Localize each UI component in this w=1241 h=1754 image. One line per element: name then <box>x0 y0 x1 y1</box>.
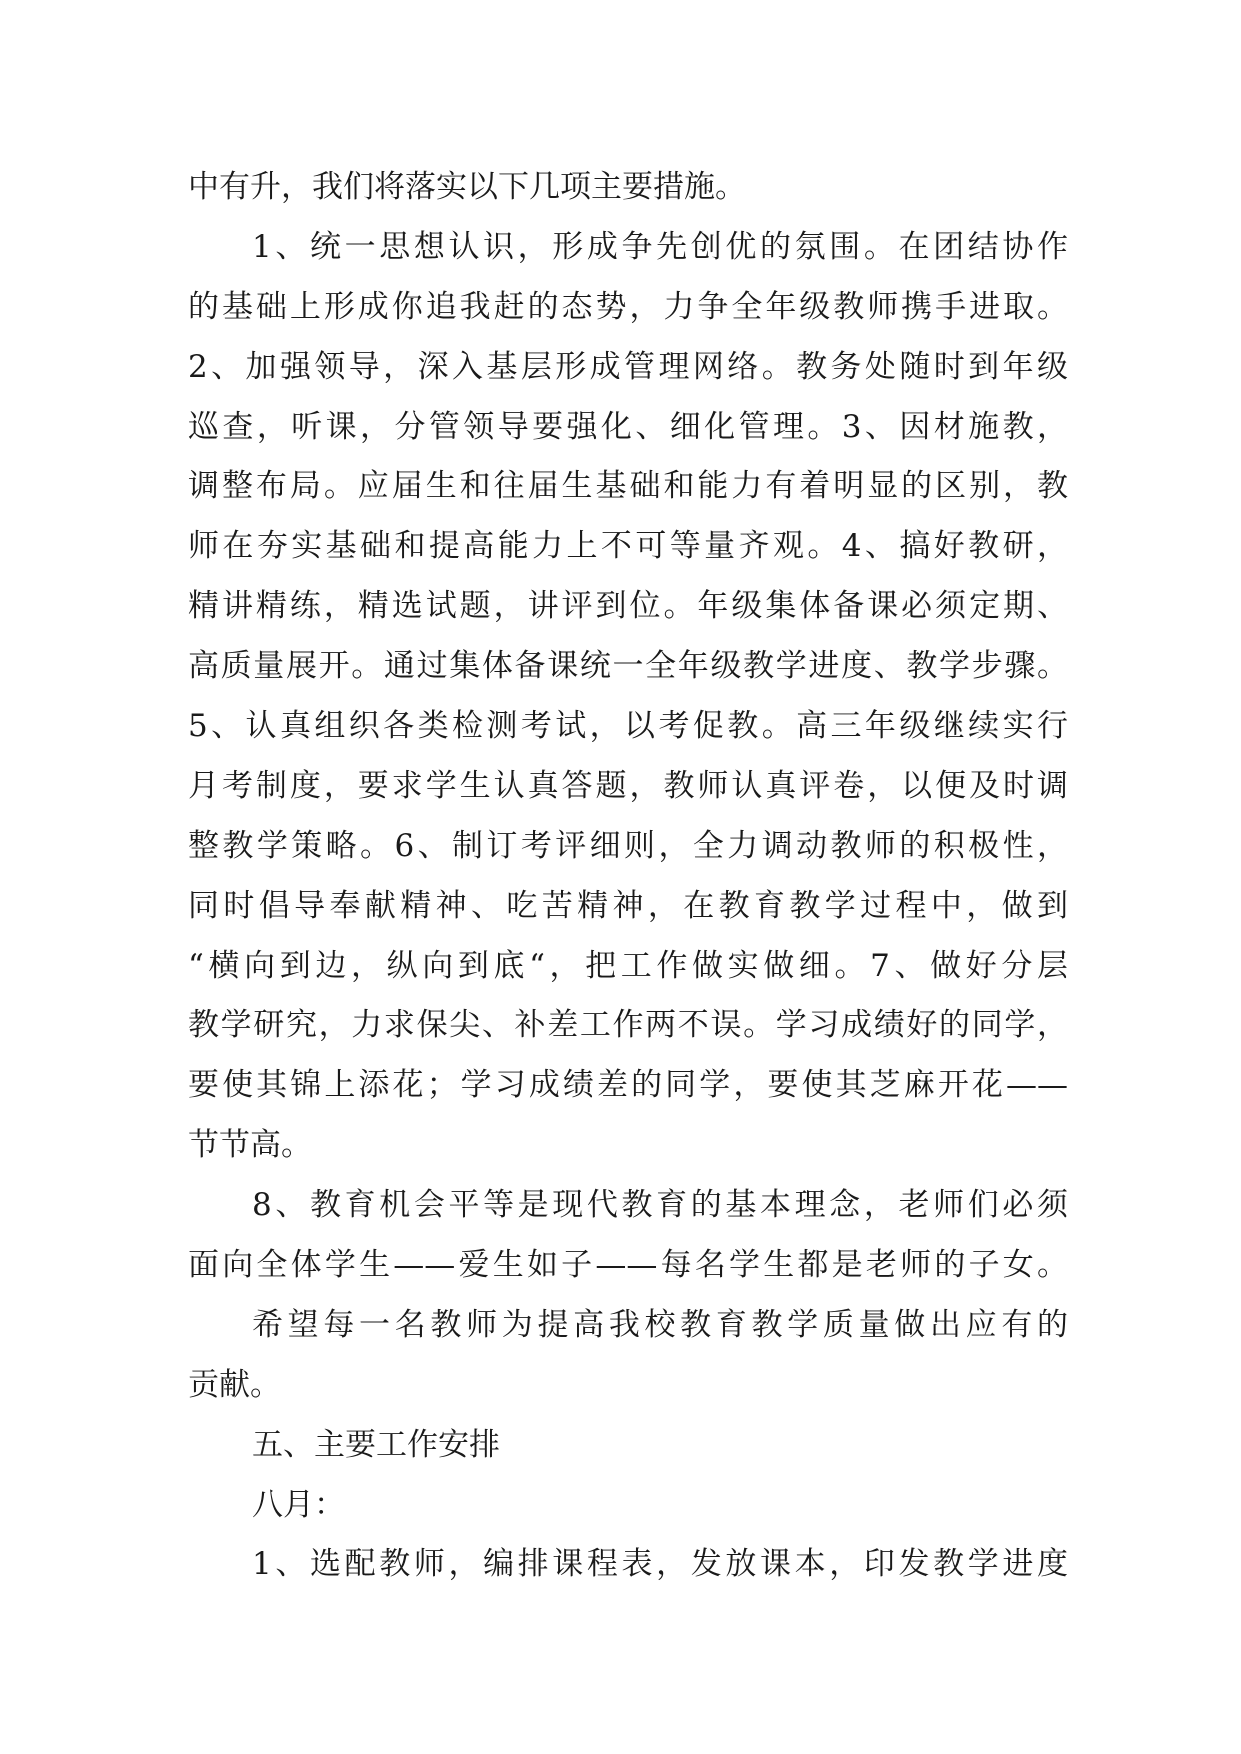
text-line: 师在夯实基础和提高能力上不可等量齐观。4、搞好教研， <box>188 528 1068 565</box>
section-heading: 五、主要工作安排 <box>252 1426 500 1463</box>
text-line: 教学研究，力求保尖、补差工作两不误。学习成绩好的同学， <box>188 1007 1068 1044</box>
text-line: “横向到边，纵向到底“，把工作做实做细。7、做好分层 <box>188 947 1068 984</box>
text-line: 1、统一思想认识，形成争先创优的氛围。在团结协作 <box>252 228 1068 265</box>
text-line: 要使其锦上添花；学习成绩差的同学，要使其芝麻开花—— <box>188 1067 1068 1104</box>
text-line: 节节高。 <box>188 1127 312 1164</box>
document-body <box>188 158 1068 1595</box>
month-heading: 八月： <box>252 1486 345 1523</box>
text-line: 高质量展开。通过集体备课统一全年级教学进度、教学步骤。 <box>188 648 1068 685</box>
text-line: 贡献。 <box>188 1366 281 1403</box>
text-line: 2、加强领导，深入基层形成管理网络。教务处随时到年级 <box>188 348 1068 385</box>
text-line: 面向全体学生——爱生如子——每名学生都是老师的子女。 <box>188 1247 1068 1284</box>
text-line: 月考制度，要求学生认真答题，教师认真评卷，以便及时调 <box>188 767 1068 804</box>
text-line: 5、认真组织各类检测考试，以考促教。高三年级继续实行 <box>188 708 1068 745</box>
text-line: 的基础上形成你追我赶的态势，力争全年级教师携手进取。 <box>188 288 1068 325</box>
text-line: 精讲精练，精选试题，讲评到位。年级集体备课必须定期、 <box>188 588 1068 625</box>
text-line: 同时倡导奉献精神、吃苦精神，在教育教学过程中，做到 <box>188 887 1068 924</box>
text-line: 1、选配教师，编排课程表，发放课本，印发教学进度 <box>252 1546 1068 1583</box>
text-line: 调整布局。应届生和往届生基础和能力有着明显的区别，教 <box>188 468 1068 505</box>
text-line: 中有升，我们将落实以下几项主要措施。 <box>188 169 746 205</box>
text-line: 希望每一名教师为提高我校教育教学质量做出应有的 <box>252 1306 1068 1343</box>
text-line: 巡查，听课，分管领导要强化、细化管理。3、因材施教， <box>188 408 1068 445</box>
text-line: 8、教育机会平等是现代教育的基本理念，老师们必须 <box>252 1187 1068 1224</box>
text-line: 整教学策略。6、制订考评细则，全力调动教师的积极性， <box>188 827 1068 864</box>
